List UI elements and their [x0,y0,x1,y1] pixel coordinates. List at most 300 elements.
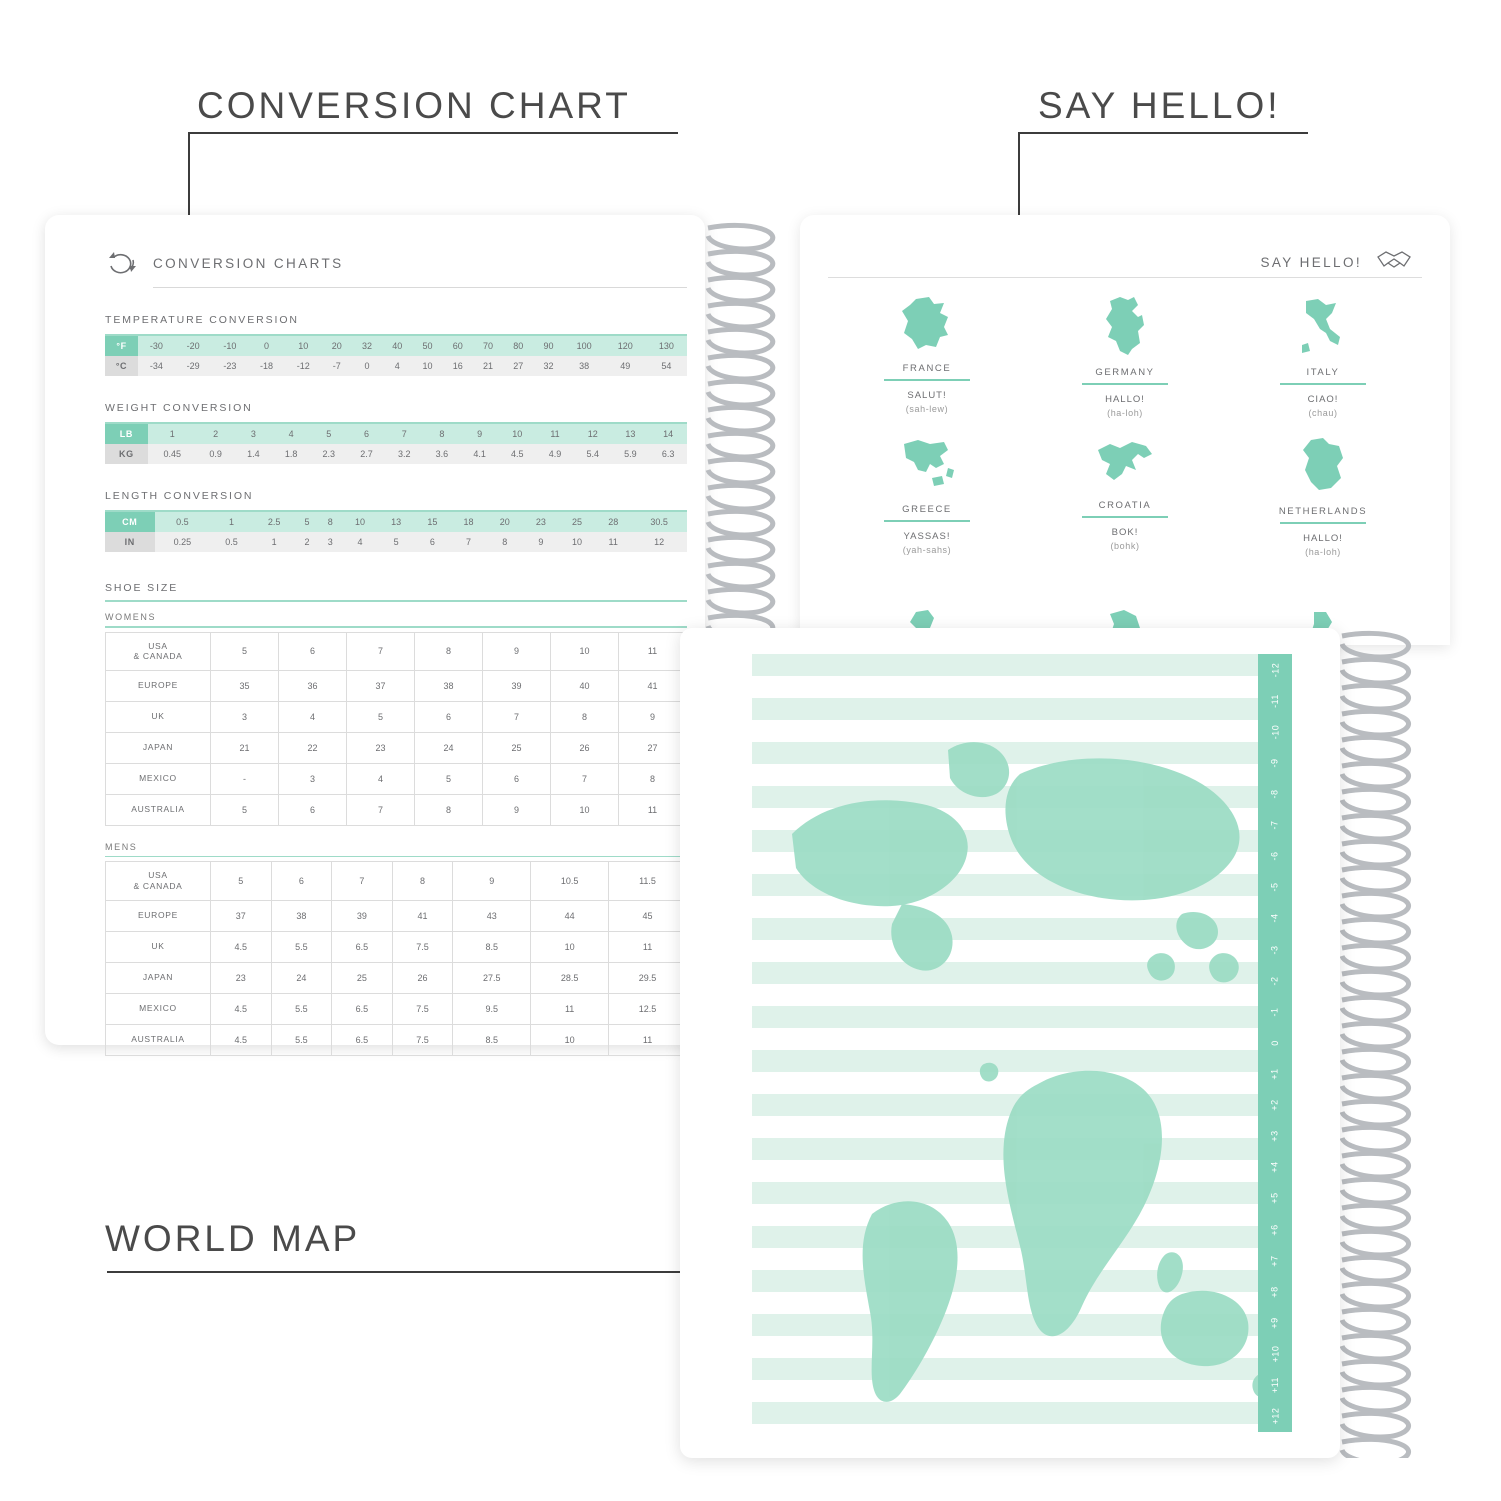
cell: -7 [322,356,352,376]
cell: -23 [211,356,248,376]
cell: 27.5 [453,962,531,993]
cell: 8.5 [453,1024,531,1055]
cell: 9 [483,632,551,670]
section-rule-weight [105,422,687,424]
cell: 8 [415,632,483,670]
cell: 24 [271,962,332,993]
cell: 37 [211,900,272,931]
cell: 7 [483,701,551,732]
say-hello-page [800,215,1450,645]
spiral-binding-right [1328,628,1438,1458]
page-header [105,235,687,277]
cell: 54 [646,356,687,376]
timezone-label: -6 [1269,851,1280,861]
womens-shoe-size-table [105,632,687,826]
cell: 40 [382,336,412,356]
country-name: GERMANY [1095,367,1155,378]
cell: 6 [414,532,450,552]
timezone-label: -3 [1269,945,1280,955]
timezone-label: +3 [1269,1130,1280,1142]
row-key: °C [105,356,138,376]
timezone-label: +8 [1269,1286,1280,1298]
cell: 41 [619,670,687,701]
cell: 21 [473,356,503,376]
cell: -20 [175,336,212,356]
cell: 6 [279,794,347,825]
cell: 5.5 [271,1024,332,1055]
cell: 2 [197,424,235,444]
cell: 2.5 [253,512,296,532]
cell: 23 [347,732,415,763]
country-name: CROATIA [1098,500,1152,511]
leader-line-hello-h [1018,132,1308,134]
cell: 3 [279,763,347,794]
country-card-germany [1026,295,1224,418]
cell: 27 [619,732,687,763]
country-card-italy [1224,295,1422,418]
germany-map-icon [1098,295,1152,357]
country-card-greece [828,436,1026,557]
cell: 10 [498,424,536,444]
country-greeting: YASSAS! [903,531,951,542]
row-key: LB [105,424,148,444]
cell: 3.6 [423,444,461,464]
cell: 39 [483,670,551,701]
row-label: USA & CANADA [106,862,211,900]
table-row [106,763,687,794]
table-row [106,670,687,701]
cell: 7 [347,632,415,670]
cell: 32 [352,336,382,356]
country-underline [1082,383,1168,385]
cell: 12 [574,424,612,444]
country-name: GREECE [902,504,952,515]
cell: 27 [503,356,533,376]
cell: 38 [415,670,483,701]
cell: 11.5 [609,862,687,900]
section-label-weight: WEIGHT CONVERSION [105,402,253,414]
country-greeting: CIAO! [1307,394,1339,405]
cell: 5 [211,632,279,670]
cell: 38 [271,900,332,931]
cell: 4 [347,763,415,794]
cell: 7.5 [392,931,453,962]
section-label-shoe-size: SHOE SIZE [105,582,179,594]
croatia-map-icon [1092,436,1158,490]
timezone-label: -10 [1269,724,1280,740]
row-label: JAPAN [106,962,211,993]
cell: 25 [483,732,551,763]
cell: 9 [453,862,531,900]
cell: 10 [342,512,378,532]
timezone-label: +5 [1269,1192,1280,1205]
cell: 6.3 [649,444,687,464]
cell: -18 [248,356,285,376]
cell: 5 [378,532,414,552]
table-row [106,900,687,931]
country-underline [1280,383,1366,385]
row-key: IN [105,532,155,552]
cell: 50 [412,336,442,356]
cell: 4 [382,356,412,376]
cell: 9 [523,532,559,552]
table-row [105,424,687,444]
cell: 26 [551,732,619,763]
row-label: JAPAN [106,732,211,763]
section-label-length: LENGTH CONVERSION [105,490,254,502]
timezone-label: +2 [1269,1099,1280,1111]
country-name: ITALY [1306,367,1340,378]
cell: 3 [211,701,279,732]
annotation-say-hello: SAY HELLO! [1038,85,1281,126]
cell: -29 [175,356,212,376]
cell: 49 [605,356,646,376]
cell: 4.1 [461,444,499,464]
cell: 4.5 [211,931,272,962]
cell: 5 [347,701,415,732]
cell: 11 [531,993,609,1024]
cell: 6 [271,862,332,900]
cell: 8 [487,532,523,552]
row-key: °F [105,336,138,356]
country-phonetic: (bohk) [1110,541,1140,551]
cell: 11 [595,532,631,552]
cell: 8 [319,512,342,532]
cell: 8 [423,424,461,444]
cell: 9 [461,424,499,444]
cell: 11 [619,794,687,825]
timezone-label: +1 [1269,1068,1280,1080]
cell: 14 [649,424,687,444]
timezone-label: -5 [1269,882,1280,892]
cell: 2.3 [310,444,348,464]
timezone-label: +4 [1269,1161,1280,1173]
cell: 100 [564,336,605,356]
cell: 25 [559,512,595,532]
timezone-label: -7 [1269,820,1280,830]
country-greeting: HALLO! [1303,533,1343,544]
cell: 20 [487,512,523,532]
country-name: FRANCE [902,363,952,374]
cell: 5 [295,512,318,532]
cell: 120 [605,336,646,356]
cell: 12 [631,532,687,552]
cell: 5 [211,794,279,825]
table-row [105,512,687,532]
conversion-chart-page [45,215,705,1045]
cell: 10 [531,931,609,962]
cell: 38 [564,356,605,376]
cell: 36 [279,670,347,701]
cell: 0 [248,336,285,356]
cell: -30 [138,336,175,356]
cell: 70 [473,336,503,356]
cell: 10 [559,532,595,552]
cell: 6 [348,424,386,444]
row-label: USA & CANADA [106,632,211,670]
cell: 4.9 [536,444,574,464]
cell: 1.4 [235,444,273,464]
country-underline [884,379,970,381]
cell: 60 [443,336,473,356]
cell: 4 [279,701,347,732]
cell: 0.5 [210,532,253,552]
greece-map-icon [896,436,958,494]
cell: 10 [285,336,322,356]
cell: 8 [619,763,687,794]
cell: 6.5 [332,993,393,1024]
section-rule-womens [105,626,687,628]
cell: 7.5 [392,993,453,1024]
section-label-temperature: TEMPERATURE CONVERSION [105,314,299,326]
cell: 9 [619,701,687,732]
timezone-label: -2 [1269,976,1280,986]
table-row [106,962,687,993]
timezone-bar [1258,654,1292,1432]
annotation-world-map: WORLD MAP [105,1218,361,1259]
country-underline [1280,522,1366,524]
country-phonetic: (yah-sahs) [902,545,952,555]
country-underline [884,520,970,522]
cell: 1.8 [272,444,310,464]
table-row [106,993,687,1024]
cell: 4.5 [211,1024,272,1055]
cell: 4.5 [211,993,272,1024]
row-label: MEXICO [106,763,211,794]
row-key: KG [105,444,148,464]
row-label: EUROPE [106,670,211,701]
page-title: CONVERSION CHARTS [153,255,344,271]
italy-map-icon [1296,295,1350,357]
cell: 26 [392,962,453,993]
cell: 6.5 [332,1024,393,1055]
cell: 0.5 [155,512,211,532]
cell: 10 [551,632,619,670]
cell: 39 [332,900,393,931]
cell: 5 [415,763,483,794]
cell: 10 [531,1024,609,1055]
cell: 23 [211,962,272,993]
weight-conversion-table [105,424,687,464]
cell: - [211,763,279,794]
cell: 11 [609,1024,687,1055]
cell: 28.5 [531,962,609,993]
cell: 10 [412,356,442,376]
cell: 0.25 [155,532,211,552]
cell: 41 [392,900,453,931]
table-row [105,356,687,376]
spiral-binding-left [690,218,800,648]
cell: 40 [551,670,619,701]
cell: 5.9 [612,444,650,464]
world-map-canvas [752,654,1292,1432]
shoe-subhead-mens: MENS [105,841,138,852]
cell: 10 [551,794,619,825]
cell: 7 [551,763,619,794]
table-row [106,701,687,732]
refresh-icon [105,249,139,277]
country-phonetic: (ha-loh) [1107,408,1143,418]
country-greeting: SALUT! [907,390,947,401]
table-row [106,862,687,900]
country-phonetic: (chau) [1308,408,1338,418]
cell: 9 [483,794,551,825]
cell: 12.5 [609,993,687,1024]
table-row [105,444,687,464]
cell: 43 [453,900,531,931]
timezone-label: +6 [1269,1223,1280,1236]
cell: 7.5 [392,1024,453,1055]
cell: 1 [210,512,253,532]
country-card-france [828,295,1026,418]
cell: 4 [272,424,310,444]
cell: 0 [352,356,382,376]
cell: 8 [415,794,483,825]
cell: 20 [322,336,352,356]
length-conversion-table [105,512,687,552]
section-rule-shoe [105,600,687,602]
cell: 11 [536,424,574,444]
say-hello-divider [828,277,1422,278]
cell: 0.9 [197,444,235,464]
cell: 4 [342,532,378,552]
cell: 1 [148,424,197,444]
country-grid [828,295,1422,557]
cell: 7 [450,532,486,552]
timezone-label: -11 [1270,693,1280,708]
cell: 2 [295,532,318,552]
cell: -34 [138,356,175,376]
netherlands-map-icon [1297,436,1349,496]
cell: 1 [253,532,296,552]
table-row [106,1024,687,1055]
country-name: NETHERLANDS [1278,506,1368,517]
cell: 13 [612,424,650,444]
cell: 5.5 [271,931,332,962]
timezone-label: +12 [1270,1407,1280,1425]
header-divider [153,287,687,288]
timezone-label: +11 [1269,1377,1280,1394]
cell: 9.5 [453,993,531,1024]
cell: 21 [211,732,279,763]
cell: 24 [415,732,483,763]
shoe-subhead-womens: WOMENS [105,612,157,622]
cell: 5 [310,424,348,444]
cell: 30.5 [631,512,687,532]
table-row [105,532,687,552]
country-card-netherlands [1224,436,1422,557]
table-row [106,632,687,670]
mens-shoe-size-table [105,861,687,1055]
cell: 3 [319,532,342,552]
timezone-label: -8 [1269,789,1280,799]
leader-line-conversion-h [188,132,678,134]
timezone-label: +7 [1269,1254,1280,1267]
cell: 45 [609,900,687,931]
table-row [105,336,687,356]
cell: 11 [619,632,687,670]
cell: 32 [533,356,563,376]
france-map-icon [896,295,958,353]
cell: 16 [443,356,473,376]
country-greeting: BOK! [1111,527,1139,538]
cell: 28 [595,512,631,532]
cell: 5.5 [271,993,332,1024]
world-map-page [680,628,1340,1458]
cell: 10.5 [531,862,609,900]
cell: 8 [551,701,619,732]
cell: 8 [392,862,453,900]
world-map-illustration [752,654,1292,1432]
cell: 11 [609,931,687,962]
cell: 25 [332,962,393,993]
table-row [106,794,687,825]
table-row [106,931,687,962]
row-label: MEXICO [106,993,211,1024]
cell: 15 [414,512,450,532]
timezone-label: -1 [1269,1007,1280,1017]
row-label: UK [106,701,211,732]
country-phonetic: (sah-lew) [905,404,949,414]
timezone-label: +10 [1270,1345,1280,1363]
annotation-conversion-chart: CONVERSION CHART [197,85,631,126]
cell: 6 [483,763,551,794]
cell: -10 [211,336,248,356]
cell: 6 [279,632,347,670]
cell: 5.4 [574,444,612,464]
cell: 6.5 [332,931,393,962]
timezone-label: 0 [1269,1040,1280,1046]
cell: 5 [211,862,272,900]
say-hello-title: SAY HELLO! [1260,255,1362,270]
temperature-conversion-table [105,336,687,376]
cell: 3.2 [385,444,423,464]
cell: -12 [285,356,322,376]
row-label: AUSTRALIA [106,1024,211,1055]
cell: 80 [503,336,533,356]
timezone-label: -4 [1269,913,1280,923]
cell: 90 [533,336,563,356]
cell: 23 [523,512,559,532]
cell: 7 [347,794,415,825]
cell: 29.5 [609,962,687,993]
timezone-label: -12 [1269,662,1280,677]
say-hello-header [1260,247,1414,278]
timezone-label: -9 [1269,758,1280,768]
cell: 35 [211,670,279,701]
cell: 13 [378,512,414,532]
cell: 130 [646,336,687,356]
cell: 44 [531,900,609,931]
row-key: CM [105,512,155,532]
cell: 7 [385,424,423,444]
cell: 0.45 [148,444,197,464]
country-greeting: HALLO! [1105,394,1145,405]
cell: 37 [347,670,415,701]
cell: 6 [415,701,483,732]
cell: 4.5 [498,444,536,464]
cell: 2.7 [348,444,386,464]
cell: 7 [332,862,393,900]
country-card-croatia [1026,436,1224,557]
cell: 22 [279,732,347,763]
row-label: EUROPE [106,900,211,931]
row-label: AUSTRALIA [106,794,211,825]
section-rule-mens [105,856,687,858]
cell: 8.5 [453,931,531,962]
row-label: UK [106,931,211,962]
handshake-icon [1374,247,1414,278]
